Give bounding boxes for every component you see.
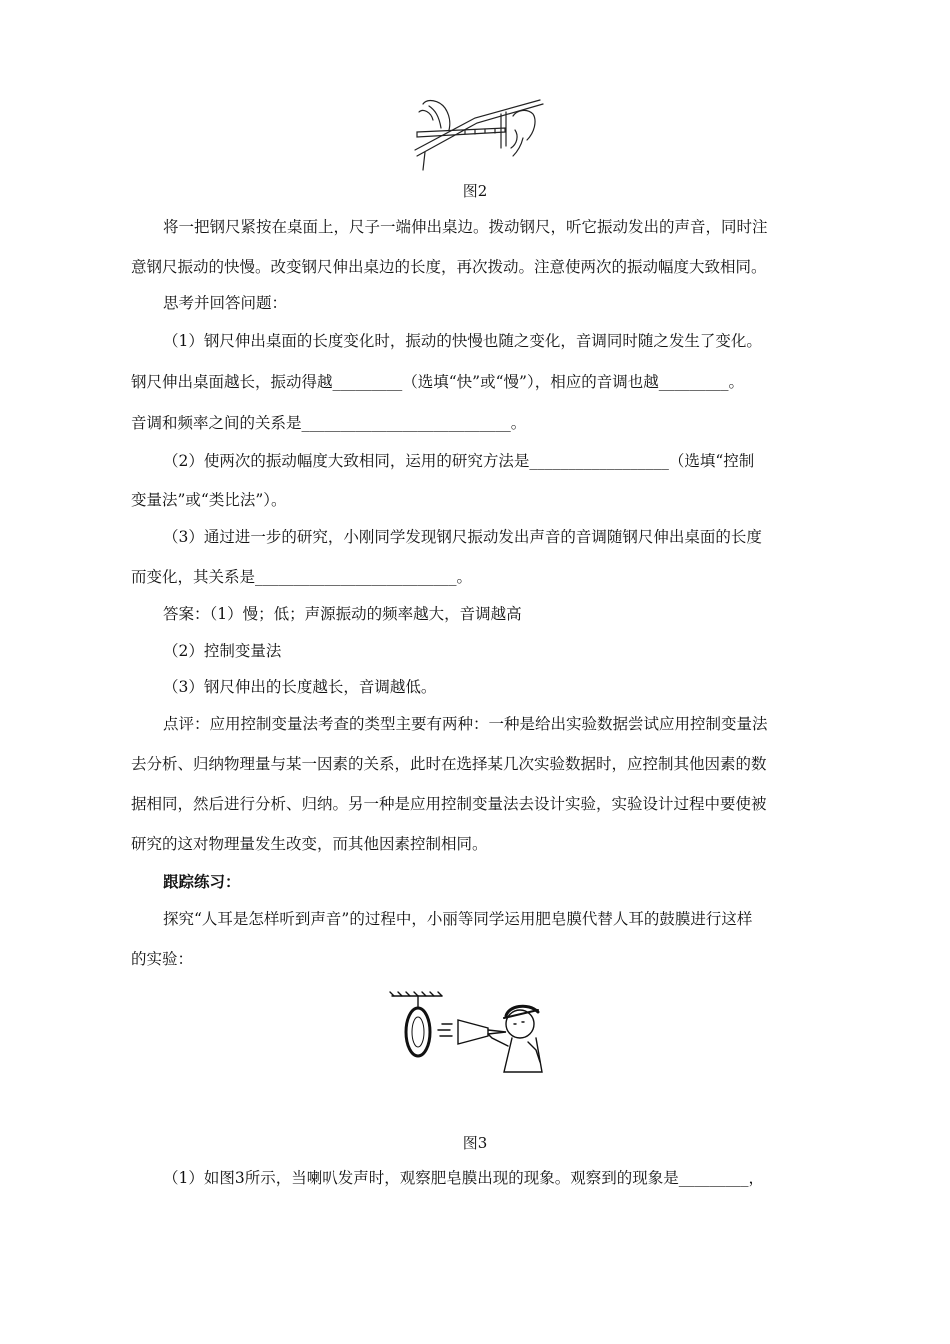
question-2-line: （2）使两次的振动幅度大致相同，运用的研究方法是__________________（选填“控制: [163, 452, 755, 470]
question-1-line: 音调和频率之间的关系是___________________________。: [131, 414, 527, 432]
figure-3-caption: 图3: [462, 1134, 488, 1152]
practice-line: 探究“人耳是怎样听到声音”的过程中，小丽等同学运用肥皂膜代替人耳的鼓膜进行这样: [163, 910, 753, 928]
answer-line: 答案：（1）慢；低；声源振动的频率越大，音调越高: [163, 605, 522, 623]
comment-line: 研究的这对物理量发生改变，而其他因素控制相同。: [131, 835, 488, 853]
question-2-line: 变量法”或“类比法”）。: [131, 491, 287, 509]
paragraph-line: 意钢尺振动的快慢。改变钢尺伸出桌边的长度，再次拨动。注意使两次的振动幅度大致相同。: [131, 258, 767, 276]
comment-line: 据相同，然后进行分析、归纳。另一种是应用控制变量法去设计实验，实验设计过程中要使被: [131, 795, 767, 813]
comment-line: 去分析、归纳物理量与某一因素的关系，此时在选择某几次实验数据时，应控制其他因素的数: [131, 755, 767, 773]
answer-line: （3）钢尺伸出的长度越长，音调越低。: [163, 678, 437, 696]
question-1-line: 钢尺伸出桌面越长，振动得越_________（选填“快”或“慢”），相应的音调也越_________。: [131, 373, 744, 391]
figure-3-soap-film-illustration: [388, 990, 558, 1102]
paragraph-line: 将一把钢尺紧按在桌面上，尺子一端伸出桌边。拨动钢尺，听它振动发出的声音，同时注: [163, 218, 768, 236]
question-3-line: 而变化，其关系是__________________________。: [131, 568, 473, 586]
question-3-line: （3）通过进一步的研究，小刚同学发现钢尺振动发出声音的音调随钢尺伸出桌面的长度: [163, 528, 762, 546]
figure-2-ruler-illustration: [405, 90, 550, 172]
comment-line: 点评：应用控制变量法考查的类型主要有两种：一种是给出实验数据尝试应用控制变量法: [163, 715, 768, 733]
question-4-line: （1）如图3所示，当喇叭发声时，观察肥皂膜出现的现象。观察到的现象是_________，: [163, 1169, 764, 1187]
practice-heading: 跟踪练习：: [163, 872, 241, 891]
answer-line: （2）控制变量法: [163, 642, 282, 660]
question-1-line: （1）钢尺伸出桌面的长度变化时，振动的快慢也随之变化，音调同时随之发生了变化。: [163, 332, 762, 350]
prompt-line: 思考并回答问题：: [163, 294, 288, 312]
figure-2-caption: 图2: [462, 182, 488, 200]
practice-line: 的实验：: [131, 950, 194, 968]
